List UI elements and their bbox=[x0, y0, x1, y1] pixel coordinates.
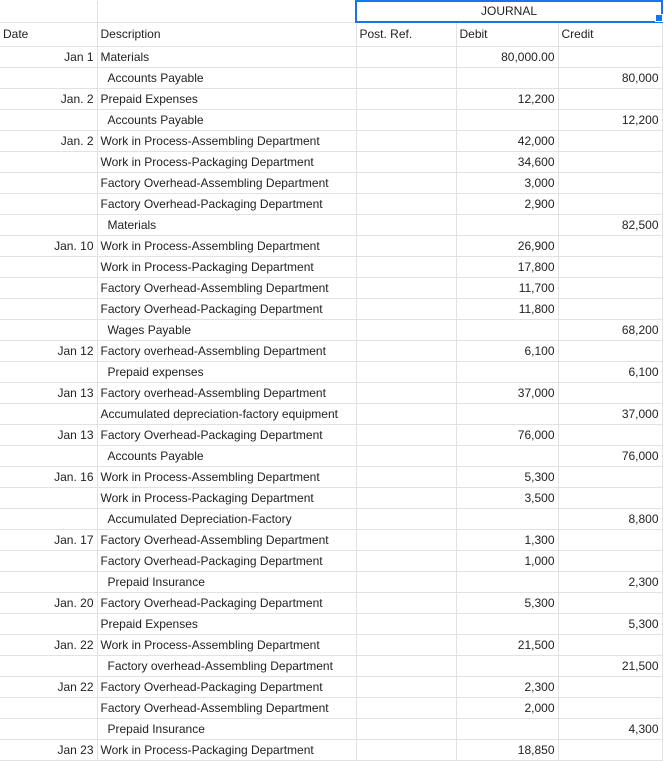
cell-credit[interactable]: 6,100 bbox=[558, 362, 662, 383]
journal-row bbox=[0, 236, 662, 257]
cell-title-blank-date[interactable] bbox=[0, 1, 97, 22]
cell-debit[interactable]: 17,800 bbox=[456, 257, 558, 278]
journal-row bbox=[0, 194, 662, 215]
cell-date[interactable]: Jan. 10 bbox=[0, 236, 97, 257]
header-date[interactable]: Date bbox=[0, 22, 97, 47]
cell-description[interactable]: Prepaid expenses bbox=[97, 362, 356, 383]
cell-debit[interactable] bbox=[456, 215, 558, 236]
journal-row bbox=[0, 215, 662, 236]
cell-credit[interactable] bbox=[558, 47, 662, 68]
cell-date[interactable]: Jan 13 bbox=[0, 383, 97, 404]
journal-row bbox=[0, 89, 662, 110]
cell-date[interactable] bbox=[0, 257, 97, 278]
cell-date[interactable] bbox=[0, 320, 97, 341]
cell-debit[interactable]: 34,600 bbox=[456, 152, 558, 173]
cell-description[interactable]: Factory Overhead-Packaging Department bbox=[97, 299, 356, 320]
cell-debit[interactable] bbox=[456, 572, 558, 593]
cell-post-ref[interactable] bbox=[356, 299, 456, 320]
cell-credit[interactable]: 5,300 bbox=[558, 614, 662, 635]
cell-date[interactable] bbox=[0, 152, 97, 173]
selection-fill-handle[interactable] bbox=[655, 14, 663, 22]
cell-date[interactable] bbox=[0, 215, 97, 236]
cell-post-ref[interactable] bbox=[356, 488, 456, 509]
cell-description[interactable]: Work in Process-Packaging Department bbox=[97, 488, 356, 509]
cell-date[interactable] bbox=[0, 362, 97, 383]
cell-credit[interactable] bbox=[558, 89, 662, 110]
journal-row bbox=[0, 635, 662, 656]
journal-row bbox=[0, 68, 662, 89]
journal-row bbox=[0, 383, 662, 404]
cell-title-blank-desc[interactable] bbox=[97, 1, 356, 22]
cell-date[interactable] bbox=[0, 278, 97, 299]
journal-row bbox=[0, 572, 662, 593]
cell-post-ref[interactable] bbox=[356, 467, 456, 488]
cell-description[interactable]: Work in Process-Packaging Department bbox=[97, 740, 356, 761]
cell-credit[interactable]: 80,000 bbox=[558, 68, 662, 89]
cell-debit[interactable]: 12,200 bbox=[456, 89, 558, 110]
cell-date[interactable] bbox=[0, 110, 97, 131]
cell-description[interactable]: Prepaid Insurance bbox=[97, 719, 356, 740]
cell-post-ref[interactable] bbox=[356, 362, 456, 383]
header-debit[interactable]: Debit bbox=[456, 22, 558, 47]
title-row bbox=[0, 1, 662, 22]
cell-post-ref[interactable] bbox=[356, 236, 456, 257]
cell-description[interactable]: Work in Process-Assembling Department bbox=[97, 467, 356, 488]
cell-post-ref[interactable] bbox=[356, 320, 456, 341]
cell-post-ref[interactable] bbox=[356, 677, 456, 698]
cell-description[interactable]: Factory Overhead-Assembling Department bbox=[97, 173, 356, 194]
cell-credit[interactable] bbox=[558, 425, 662, 446]
cell-date[interactable] bbox=[0, 68, 97, 89]
cell-debit[interactable] bbox=[456, 320, 558, 341]
cell-credit[interactable]: 12,200 bbox=[558, 110, 662, 131]
cell-debit[interactable] bbox=[456, 446, 558, 467]
cell-post-ref[interactable] bbox=[356, 635, 456, 656]
cell-credit[interactable] bbox=[558, 677, 662, 698]
cell-credit[interactable] bbox=[558, 152, 662, 173]
cell-description[interactable]: Factory overhead-Assembling Department bbox=[97, 341, 356, 362]
cell-description[interactable]: Accounts Payable bbox=[97, 446, 356, 467]
journal-row bbox=[0, 299, 662, 320]
cell-debit[interactable] bbox=[456, 110, 558, 131]
cell-credit[interactable] bbox=[558, 257, 662, 278]
cell-debit[interactable] bbox=[456, 362, 558, 383]
cell-description[interactable]: Wages Payable bbox=[97, 320, 356, 341]
cell-description[interactable]: Work in Process-Assembling Department bbox=[97, 635, 356, 656]
cell-date[interactable] bbox=[0, 446, 97, 467]
cell-debit[interactable]: 26,900 bbox=[456, 236, 558, 257]
cell-description[interactable]: Prepaid Expenses bbox=[97, 89, 356, 110]
cell-date[interactable] bbox=[0, 572, 97, 593]
cell-debit[interactable]: 5,300 bbox=[456, 467, 558, 488]
cell-post-ref[interactable] bbox=[356, 551, 456, 572]
cell-debit[interactable]: 11,800 bbox=[456, 299, 558, 320]
header-description[interactable]: Description bbox=[97, 22, 356, 47]
journal-row bbox=[0, 152, 662, 173]
cell-date[interactable]: Jan 22 bbox=[0, 677, 97, 698]
cell-debit[interactable]: 37,000 bbox=[456, 383, 558, 404]
cell-credit[interactable]: 37,000 bbox=[558, 404, 662, 425]
header-credit[interactable]: Credit bbox=[558, 22, 662, 47]
cell-post-ref[interactable] bbox=[356, 383, 456, 404]
cell-description[interactable]: Work in Process-Packaging Department bbox=[97, 152, 356, 173]
cell-debit[interactable]: 11,700 bbox=[456, 278, 558, 299]
cell-date[interactable] bbox=[0, 173, 97, 194]
cell-date[interactable] bbox=[0, 299, 97, 320]
cell-post-ref[interactable] bbox=[356, 425, 456, 446]
journal-row bbox=[0, 509, 662, 530]
cell-date[interactable]: Jan 1 bbox=[0, 47, 97, 68]
cell-date[interactable]: Jan. 16 bbox=[0, 467, 97, 488]
cell-debit[interactable]: 21,500 bbox=[456, 635, 558, 656]
cell-post-ref[interactable] bbox=[356, 740, 456, 761]
journal-row bbox=[0, 593, 662, 614]
cell-credit[interactable]: 4,300 bbox=[558, 719, 662, 740]
cell-credit[interactable] bbox=[558, 341, 662, 362]
cell-debit[interactable]: 2,000 bbox=[456, 698, 558, 719]
cell-debit[interactable] bbox=[456, 68, 558, 89]
cell-description[interactable]: Work in Process-Packaging Department bbox=[97, 257, 356, 278]
cell-debit[interactable]: 76,000 bbox=[456, 425, 558, 446]
journal-row bbox=[0, 551, 662, 572]
journal-row bbox=[0, 656, 662, 677]
journal-row bbox=[0, 719, 662, 740]
cell-debit[interactable]: 1,300 bbox=[456, 530, 558, 551]
cell-debit[interactable]: 1,000 bbox=[456, 551, 558, 572]
cell-debit[interactable] bbox=[456, 509, 558, 530]
journal-row bbox=[0, 404, 662, 425]
journal-row bbox=[0, 47, 662, 68]
journal-row bbox=[0, 740, 662, 761]
cell-credit[interactable]: 8,800 bbox=[558, 509, 662, 530]
cell-debit[interactable]: 2,300 bbox=[456, 677, 558, 698]
cell-debit[interactable] bbox=[456, 719, 558, 740]
cell-post-ref[interactable] bbox=[356, 719, 456, 740]
cell-post-ref[interactable] bbox=[356, 341, 456, 362]
journal-title-cell[interactable]: JOURNAL bbox=[356, 1, 662, 22]
journal-row bbox=[0, 257, 662, 278]
cell-date[interactable] bbox=[0, 488, 97, 509]
cell-credit[interactable] bbox=[558, 194, 662, 215]
journal-row bbox=[0, 110, 662, 131]
cell-credit[interactable]: 82,500 bbox=[558, 215, 662, 236]
cell-date[interactable] bbox=[0, 719, 97, 740]
header-post-ref[interactable]: Post. Ref. bbox=[356, 22, 456, 47]
cell-description[interactable]: Factory Overhead-Packaging Department bbox=[97, 551, 356, 572]
cell-credit[interactable] bbox=[558, 278, 662, 299]
cell-credit[interactable] bbox=[558, 740, 662, 761]
cell-post-ref[interactable] bbox=[356, 278, 456, 299]
cell-description[interactable]: Factory overhead-Assembling Department bbox=[97, 383, 356, 404]
cell-description[interactable]: Factory Overhead-Packaging Department bbox=[97, 593, 356, 614]
cell-post-ref[interactable] bbox=[356, 194, 456, 215]
cell-date[interactable] bbox=[0, 404, 97, 425]
cell-post-ref[interactable] bbox=[356, 47, 456, 68]
cell-debit[interactable] bbox=[456, 614, 558, 635]
cell-date[interactable] bbox=[0, 614, 97, 635]
cell-credit[interactable] bbox=[558, 593, 662, 614]
cell-credit[interactable] bbox=[558, 173, 662, 194]
cell-date[interactable]: Jan 12 bbox=[0, 341, 97, 362]
journal-row bbox=[0, 362, 662, 383]
cell-description[interactable]: Accumulated depreciation-factory equipment bbox=[97, 404, 356, 425]
journal-row bbox=[0, 614, 662, 635]
cell-description[interactable]: Materials bbox=[97, 215, 356, 236]
cell-post-ref[interactable] bbox=[356, 572, 456, 593]
cell-post-ref[interactable] bbox=[356, 530, 456, 551]
cell-credit[interactable]: 76,000 bbox=[558, 446, 662, 467]
cell-post-ref[interactable] bbox=[356, 215, 456, 236]
cell-description[interactable]: Work in Process-Assembling Department bbox=[97, 131, 356, 152]
journal-row bbox=[0, 131, 662, 152]
cell-date[interactable] bbox=[0, 551, 97, 572]
journal-row bbox=[0, 446, 662, 467]
cell-date[interactable]: Jan 23 bbox=[0, 740, 97, 761]
cell-description[interactable]: Factory Overhead-Assembling Department bbox=[97, 698, 356, 719]
cell-post-ref[interactable] bbox=[356, 404, 456, 425]
cell-post-ref[interactable] bbox=[356, 446, 456, 467]
journal-row bbox=[0, 278, 662, 299]
journal-row bbox=[0, 698, 662, 719]
cell-description[interactable]: Accumulated Depreciation-Factory bbox=[97, 509, 356, 530]
cell-date[interactable]: Jan. 17 bbox=[0, 530, 97, 551]
cell-post-ref[interactable] bbox=[356, 656, 456, 677]
cell-post-ref[interactable] bbox=[356, 152, 456, 173]
cell-description[interactable]: Factory overhead-Assembling Department bbox=[97, 656, 356, 677]
cell-date[interactable] bbox=[0, 509, 97, 530]
journal-row bbox=[0, 677, 662, 698]
journal-row bbox=[0, 425, 662, 446]
cell-post-ref[interactable] bbox=[356, 173, 456, 194]
cell-debit[interactable]: 42,000 bbox=[456, 131, 558, 152]
cell-debit[interactable]: 18,850 bbox=[456, 740, 558, 761]
cell-credit[interactable] bbox=[558, 236, 662, 257]
cell-debit[interactable] bbox=[456, 656, 558, 677]
cell-credit[interactable] bbox=[558, 635, 662, 656]
cell-post-ref[interactable] bbox=[356, 110, 456, 131]
cell-post-ref[interactable] bbox=[356, 131, 456, 152]
cell-description[interactable]: Factory Overhead-Packaging Department bbox=[97, 194, 356, 215]
cell-debit[interactable]: 80,000.00 bbox=[456, 47, 558, 68]
journal-row bbox=[0, 341, 662, 362]
cell-debit[interactable] bbox=[456, 404, 558, 425]
cell-post-ref[interactable] bbox=[356, 614, 456, 635]
header-row bbox=[0, 22, 662, 47]
cell-description[interactable]: Work in Process-Assembling Department bbox=[97, 236, 356, 257]
cell-date[interactable] bbox=[0, 698, 97, 719]
cell-description[interactable]: Factory Overhead-Assembling Department bbox=[97, 530, 356, 551]
cell-post-ref[interactable] bbox=[356, 257, 456, 278]
cell-credit[interactable] bbox=[558, 383, 662, 404]
cell-date[interactable]: Jan. 2 bbox=[0, 131, 97, 152]
cell-description[interactable]: Materials bbox=[97, 47, 356, 68]
cell-credit[interactable] bbox=[558, 467, 662, 488]
cell-description[interactable]: Prepaid Insurance bbox=[97, 572, 356, 593]
cell-credit[interactable] bbox=[558, 698, 662, 719]
cell-description[interactable]: Prepaid Expenses bbox=[97, 614, 356, 635]
cell-description[interactable]: Accounts Payable bbox=[97, 68, 356, 89]
cell-description[interactable]: Factory Overhead-Packaging Department bbox=[97, 677, 356, 698]
cell-debit[interactable]: 5,300 bbox=[456, 593, 558, 614]
journal-row bbox=[0, 488, 662, 509]
cell-credit[interactable] bbox=[558, 551, 662, 572]
cell-date[interactable] bbox=[0, 656, 97, 677]
cell-post-ref[interactable] bbox=[356, 698, 456, 719]
journal-row bbox=[0, 530, 662, 551]
cell-debit[interactable]: 6,100 bbox=[456, 341, 558, 362]
cell-credit[interactable]: 68,200 bbox=[558, 320, 662, 341]
cell-post-ref[interactable] bbox=[356, 593, 456, 614]
cell-credit[interactable]: 2,300 bbox=[558, 572, 662, 593]
cell-date[interactable]: Jan 13 bbox=[0, 425, 97, 446]
cell-credit[interactable] bbox=[558, 530, 662, 551]
cell-debit[interactable]: 2,900 bbox=[456, 194, 558, 215]
cell-post-ref[interactable] bbox=[356, 68, 456, 89]
cell-description[interactable]: Factory Overhead-Assembling Department bbox=[97, 278, 356, 299]
journal-row bbox=[0, 320, 662, 341]
cell-date[interactable]: Jan. 20 bbox=[0, 593, 97, 614]
cell-date[interactable] bbox=[0, 194, 97, 215]
cell-credit[interactable] bbox=[558, 299, 662, 320]
cell-debit[interactable]: 3,000 bbox=[456, 173, 558, 194]
cell-post-ref[interactable] bbox=[356, 509, 456, 530]
cell-debit[interactable]: 3,500 bbox=[456, 488, 558, 509]
cell-credit[interactable] bbox=[558, 131, 662, 152]
cell-credit[interactable] bbox=[558, 488, 662, 509]
cell-date[interactable]: Jan. 2 bbox=[0, 89, 97, 110]
journal-row bbox=[0, 467, 662, 488]
journal-row bbox=[0, 173, 662, 194]
cell-date[interactable]: Jan. 22 bbox=[0, 635, 97, 656]
cell-description[interactable]: Accounts Payable bbox=[97, 110, 356, 131]
cell-credit[interactable]: 21,500 bbox=[558, 656, 662, 677]
cell-post-ref[interactable] bbox=[356, 89, 456, 110]
cell-description[interactable]: Factory Overhead-Packaging Department bbox=[97, 425, 356, 446]
